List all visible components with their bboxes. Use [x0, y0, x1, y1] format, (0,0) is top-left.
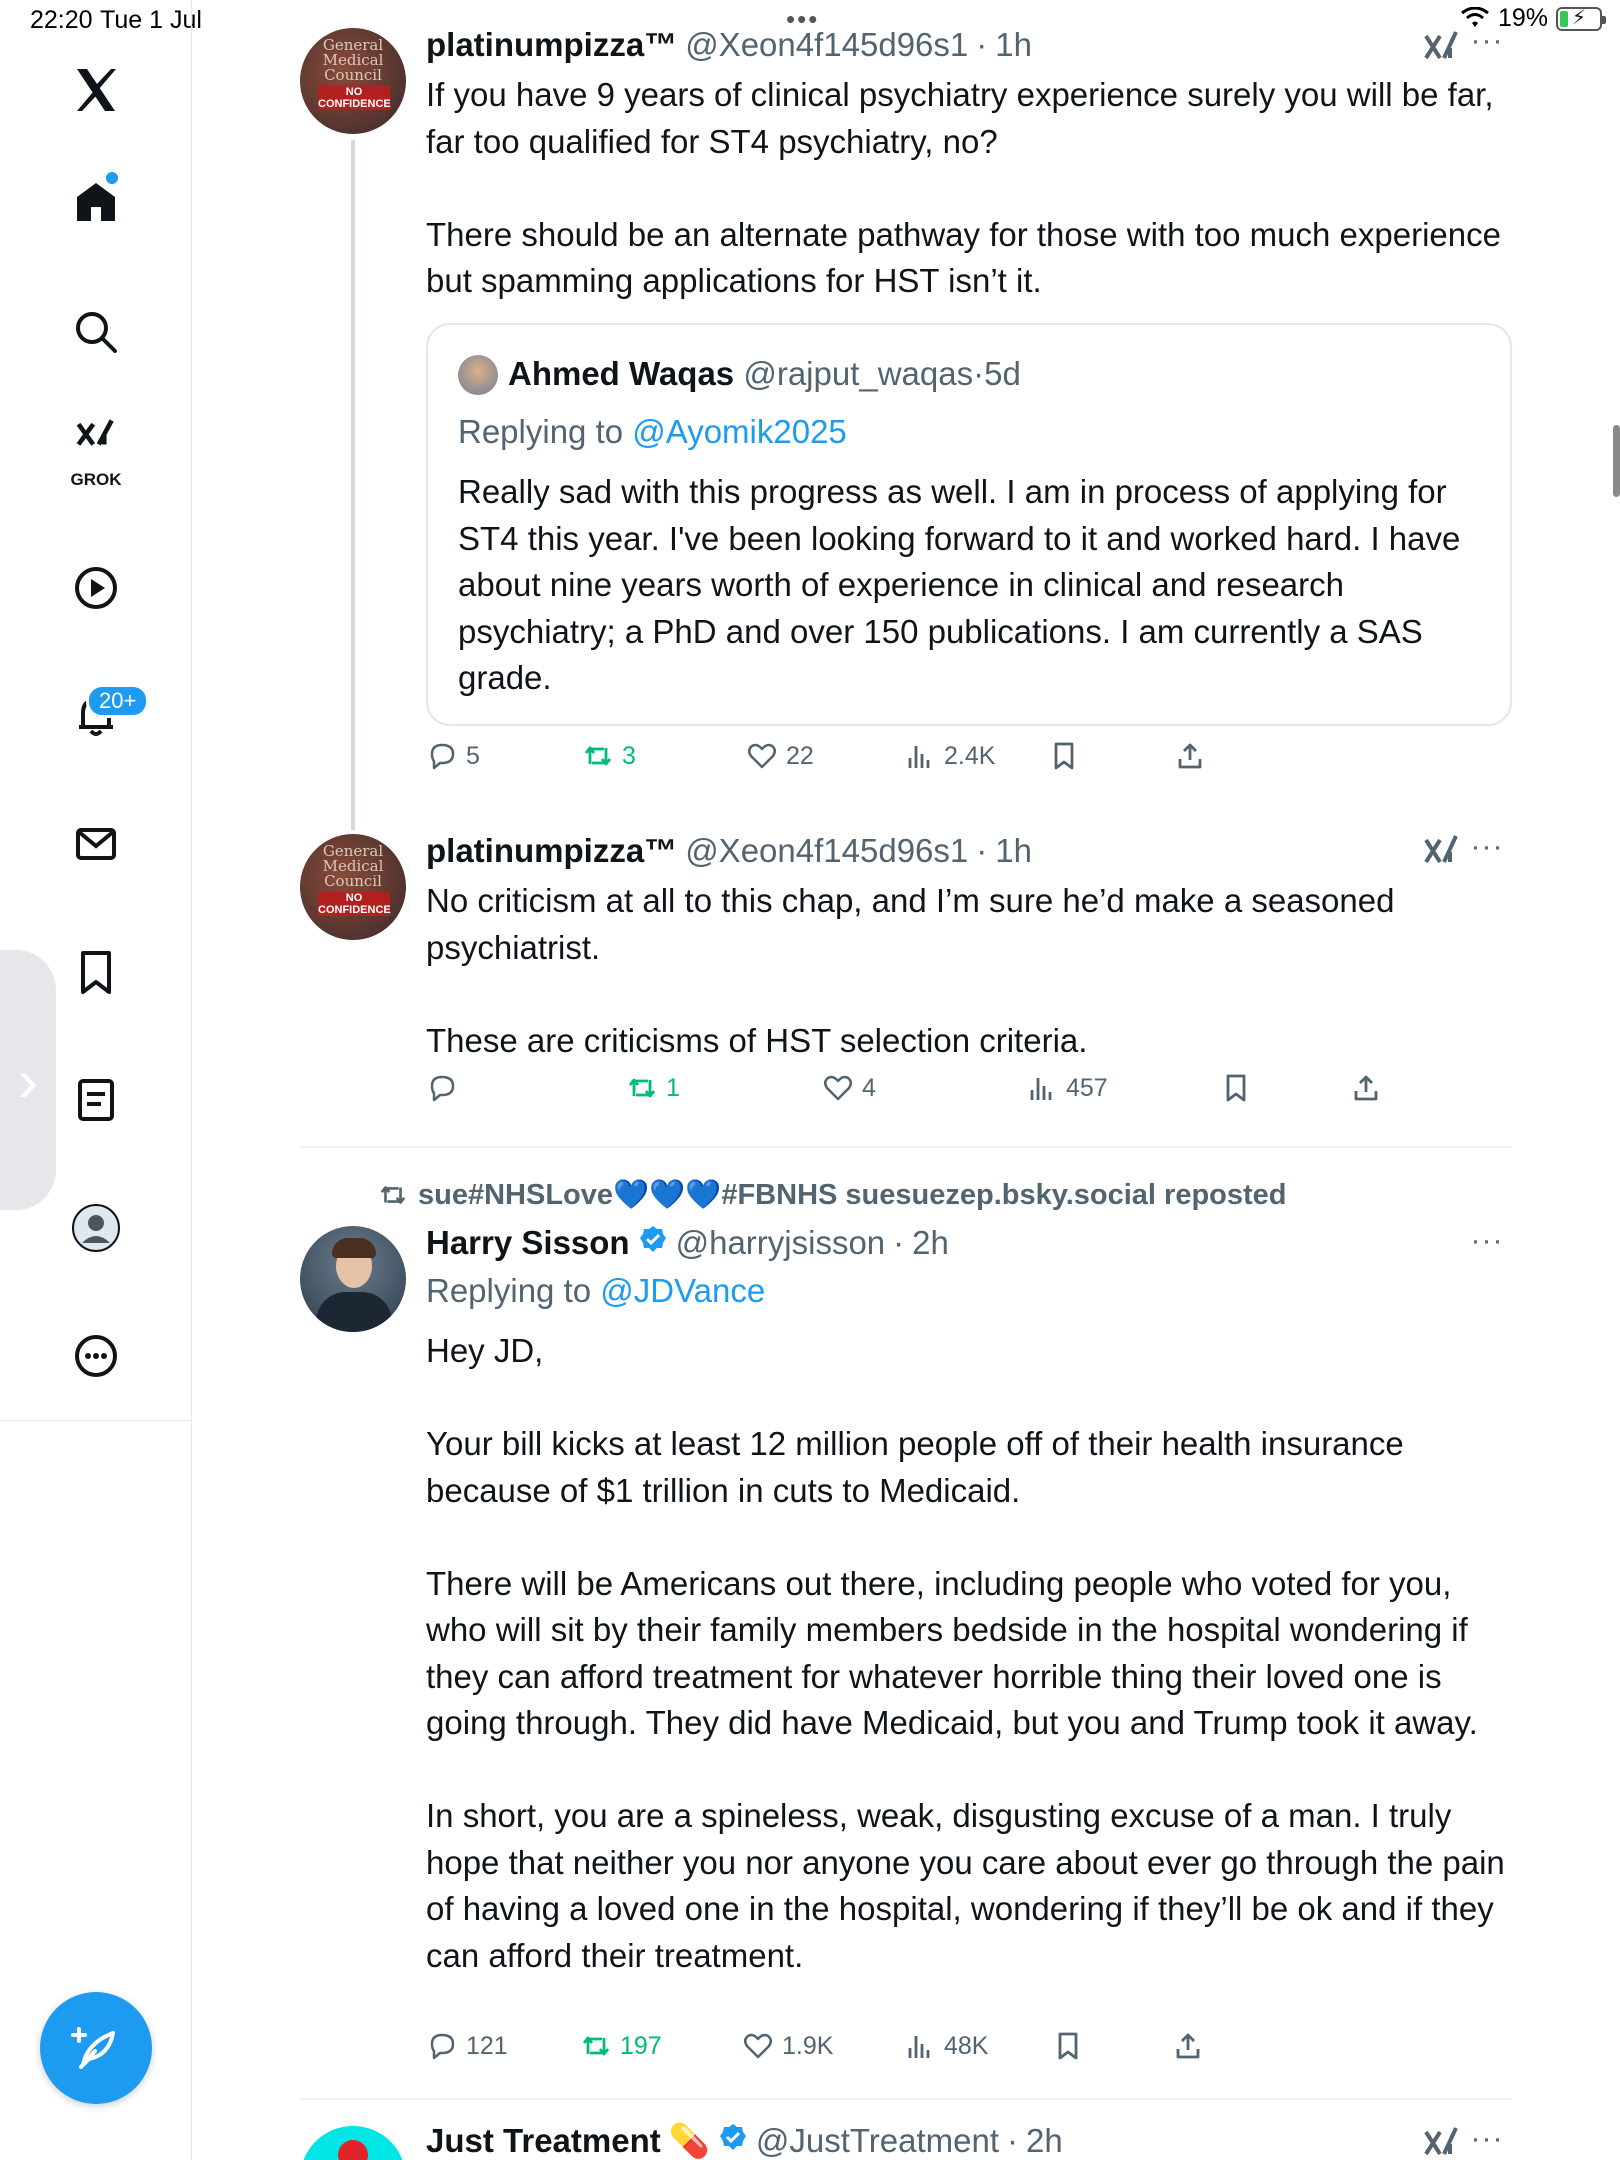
share-icon: [1350, 1072, 1382, 1104]
reposter-name: sue#NHSLove: [418, 1179, 614, 1211]
post-text: Hey JD, Your bill kicks at least 12 million people off of their health insurance because of $1 trillion in cuts to Medicaid. There will be Americans out there, including people who voted for you, who will sit by their family members bedside in the hospital wondering if they can afford treatment for whatever horrible thing their loved one is going through. They did have Medicaid, but you and Trump took it away. In short, you are a spineless, weak, disgusting excuse of a man. I truly hope that neither you nor anyone you care about ever go through the pain of having a loved one in the hospital, wondering if they’ll be ok and if they can afford their treatment.: [426, 1332, 1505, 1974]
avatar: [458, 355, 498, 395]
post-time[interactable]: 2h: [1026, 2122, 1063, 2159]
thread-connector: [351, 140, 355, 830]
post-text: No criticism at all to this chap, and I’m sure he’d make a seasoned psychiatrist. These are criticisms of HST selection criteria.: [426, 882, 1395, 1059]
author-name[interactable]: platinumpizza™: [426, 26, 678, 63]
post-time[interactable]: 1h: [995, 26, 1032, 63]
repost-button[interactable]: [582, 740, 636, 772]
post-time[interactable]: 2h: [912, 1224, 949, 1261]
post-header: [426, 2122, 1063, 2160]
compose-feather-icon: [69, 2021, 123, 2075]
home-notification-dot: [106, 172, 118, 184]
author-name[interactable]: Harry Sisson: [426, 1224, 630, 1261]
author-handle[interactable]: @harryjsisson: [675, 1224, 886, 1261]
reposter-hearts: 💙💙💙: [613, 1179, 722, 1211]
home-icon: [71, 177, 121, 227]
bookmark-icon: [1220, 1072, 1252, 1104]
views-button[interactable]: [1026, 1072, 1108, 1104]
avatar[interactable]: [300, 2126, 406, 2160]
share-button[interactable]: [1172, 2030, 1204, 2062]
like-count: 22: [786, 741, 814, 770]
video-icon: [71, 563, 121, 613]
repost-icon: [580, 2030, 612, 2062]
grok-icon[interactable]: [1422, 2124, 1464, 2160]
repost-button[interactable]: [626, 1072, 680, 1104]
like-button[interactable]: [742, 2030, 833, 2062]
grok-label: GROK: [70, 470, 122, 489]
sidebar-item-lists[interactable]: [60, 1064, 132, 1136]
replying-to: [458, 413, 847, 451]
author-handle: @rajput_waqas: [743, 355, 974, 392]
heart-icon: [746, 740, 778, 772]
repost-count: 197: [620, 2031, 662, 2060]
share-button[interactable]: [1174, 740, 1206, 772]
status-date: Tue 1 Jul: [100, 6, 202, 34]
views-count: 48K: [944, 2031, 989, 2060]
bookmark-button[interactable]: [1052, 2030, 1084, 2062]
sidebar-item-search[interactable]: [60, 296, 132, 368]
reply-icon: [426, 2030, 458, 2062]
author-handle[interactable]: @Xeon4f145d96s1: [685, 832, 969, 869]
reply-button[interactable]: [426, 2030, 508, 2062]
sidebar-divider: [0, 1420, 192, 1421]
sidebar-item-messages[interactable]: [60, 808, 132, 880]
more-options-icon[interactable]: ···: [1470, 830, 1504, 863]
replying-label: Replying to: [458, 413, 624, 450]
post-header: [426, 832, 1032, 870]
share-icon: [1174, 740, 1206, 772]
views-count: 2.4K: [944, 741, 996, 770]
author-name: Ahmed Waqas: [508, 355, 735, 392]
replying-to: [426, 1272, 765, 1310]
author-handle[interactable]: @JustTreatment: [755, 2122, 1000, 2159]
like-button[interactable]: [746, 740, 814, 772]
notifications-badge: 20+: [86, 684, 149, 718]
sidebar: [0, 0, 192, 2160]
bookmark-button[interactable]: [1048, 740, 1080, 772]
messages-icon: [71, 819, 121, 869]
post-text: If you have 9 years of clinical psychiatry experience surely you will be far, far too qualified for ST4 psychiatry, no? There should be an alternate pathway for those with too much experience but spamming applications for HST isn’t it.: [426, 76, 1501, 299]
lists-icon: [71, 1075, 121, 1125]
battery-percent: 19%: [1497, 4, 1548, 32]
author-name[interactable]: Just Treatment: [426, 2122, 661, 2159]
grok-icon[interactable]: [1422, 28, 1464, 68]
post-time[interactable]: 1h: [995, 832, 1032, 869]
post-actions: [426, 740, 1512, 790]
post-header: [426, 26, 1032, 64]
verified-badge-icon: [718, 2122, 748, 2152]
bookmark-icon: [1052, 2030, 1084, 2062]
sidebar-item-bookmarks[interactable]: [60, 936, 132, 1008]
reply-count: 5: [466, 741, 480, 770]
timeline-feed: [192, 0, 1512, 2160]
like-count: 1.9K: [782, 2031, 834, 2060]
repost-icon: [626, 1072, 658, 1104]
replying-label: Replying to: [426, 1272, 592, 1309]
sidebar-item-more[interactable]: [60, 1320, 132, 1392]
multitasking-dots-icon[interactable]: •••: [786, 4, 820, 34]
more-options-icon[interactable]: ···: [1470, 1224, 1504, 1257]
profile-icon: [71, 1203, 121, 1253]
post-actions: [426, 2030, 1512, 2080]
post-header: [426, 1224, 949, 1262]
share-icon: [1172, 2030, 1204, 2062]
repost-icon: [582, 740, 614, 772]
verified-badge-icon: [638, 1224, 668, 1254]
more-icon: [71, 1331, 121, 1381]
reply-icon: [426, 1072, 458, 1104]
post-time: 5d: [984, 355, 1021, 392]
share-button[interactable]: [1350, 1072, 1382, 1104]
avatar[interactable]: General Medical Council NO CONFIDENCE: [300, 28, 406, 134]
separator-dot: ·: [973, 355, 985, 392]
separator-dot: ·: [893, 1224, 905, 1261]
bookmarks-icon: [71, 947, 121, 997]
post-divider: [300, 1146, 1512, 1148]
repost-count: 1: [666, 1073, 680, 1102]
author-handle[interactable]: @Xeon4f145d96s1: [685, 26, 969, 63]
post-divider: [300, 2098, 1512, 2100]
sidebar-item-grok[interactable]: [60, 412, 132, 489]
grok-icon[interactable]: [1422, 832, 1464, 872]
grok-icon: [71, 415, 121, 461]
bookmark-icon: [1048, 740, 1080, 772]
scrollbar[interactable]: [1613, 425, 1620, 497]
x-logo-icon[interactable]: [60, 54, 132, 126]
pill-emoji: 💊: [668, 2122, 710, 2159]
repost-label: #FBNHS suesuezep.bsky.social reposted: [721, 1179, 1287, 1211]
avatar[interactable]: [300, 1226, 406, 1332]
post-actions: [426, 1072, 1512, 1122]
repost-attribution[interactable]: [378, 1178, 1287, 1212]
sidebar-item-home[interactable]: [60, 166, 132, 238]
more-options-icon[interactable]: ···: [1470, 24, 1504, 57]
bookmark-button[interactable]: [1220, 1072, 1252, 1104]
separator-dot: ·: [976, 832, 988, 869]
like-count: 4: [862, 1073, 876, 1102]
avatar[interactable]: General Medical Council NO CONFIDENCE: [300, 834, 406, 940]
views-icon: [1026, 1072, 1058, 1104]
repost-button[interactable]: [580, 2030, 662, 2062]
author-name[interactable]: platinumpizza™: [426, 832, 678, 869]
views-icon: [904, 2030, 936, 2062]
chevron-right-icon: ›: [18, 1046, 38, 1114]
separator-dot: ·: [976, 26, 988, 63]
views-button[interactable]: [904, 2030, 988, 2062]
repost-icon: [378, 1180, 408, 1210]
like-button[interactable]: [822, 1072, 876, 1104]
quote-text: Really sad with this progress as well. I am in process of applying for ST4 this year. I've been looking forward to it and worked hard. I have about nine years worth of experience in clinical and research psychiatry; a PhD and over 150 publications. I am currently a SAS grade.: [458, 473, 1461, 696]
mention-link[interactable]: @JDVance: [600, 1272, 766, 1309]
battery-icon: ⚡: [1556, 7, 1602, 31]
views-button[interactable]: [904, 740, 995, 772]
more-options-icon[interactable]: ···: [1470, 2122, 1504, 2155]
search-icon: [71, 307, 121, 357]
status-time: 22:20: [30, 6, 93, 34]
quote-header: [508, 355, 1021, 393]
quoted-post[interactable]: [426, 323, 1512, 726]
sidebar-expand-handle[interactable]: [0, 950, 56, 1210]
reply-icon: [426, 740, 458, 772]
repost-count: 3: [622, 741, 636, 770]
views-count: 457: [1066, 1073, 1108, 1102]
reply-button[interactable]: [426, 740, 480, 772]
sidebar-item-profile[interactable]: [60, 1192, 132, 1264]
heart-icon: [742, 2030, 774, 2062]
views-icon: [904, 740, 936, 772]
sidebar-item-video[interactable]: [60, 552, 132, 624]
separator-dot: ·: [1007, 2122, 1019, 2159]
heart-icon: [822, 1072, 854, 1104]
mention-link[interactable]: @Ayomik2025: [632, 413, 847, 450]
reply-count: 121: [466, 2031, 508, 2060]
reply-button[interactable]: [426, 1072, 466, 1104]
compose-post-button[interactable]: [40, 1992, 152, 2104]
